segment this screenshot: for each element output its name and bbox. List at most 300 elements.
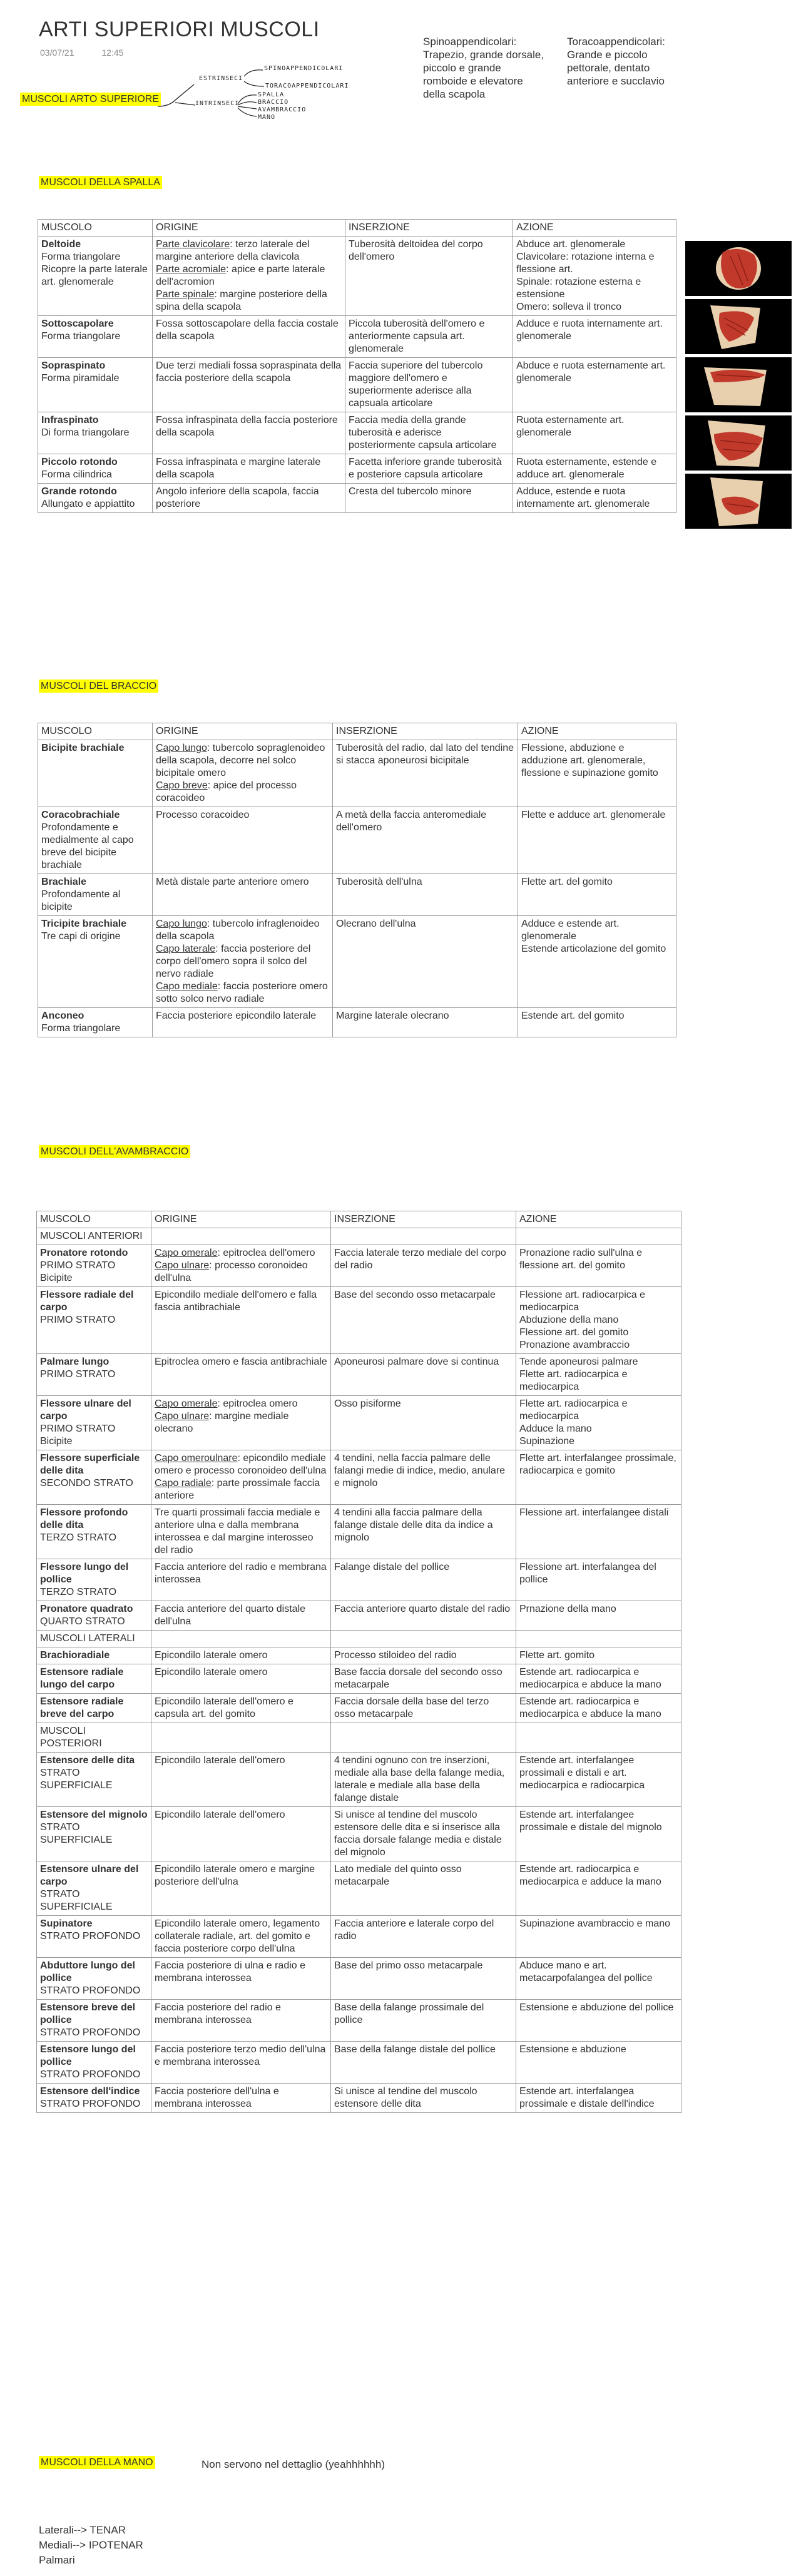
action-text: Estende art. radiocarpica e mediocarpica e abduce la mano	[519, 1667, 661, 1690]
action-cell	[518, 874, 676, 916]
insertion-text: Faccia laterale terzo mediale del corpo del radio	[334, 1248, 506, 1271]
muscle-name: Estensore lungo del pollice	[40, 2044, 136, 2067]
action-cell	[516, 2084, 681, 2113]
action-cell	[516, 1753, 681, 1807]
muscle-desc: Forma triangolare	[41, 252, 121, 262]
action-text: Abduzione della mano	[519, 1315, 619, 1325]
group-empty-cell	[331, 1631, 516, 1647]
action-text: Abduce e ruota esternamente art. glenomerale	[516, 360, 666, 384]
muscle-cell	[37, 1559, 151, 1601]
origin-part-label: Capo omerale	[155, 1398, 218, 1409]
muscle-cell	[38, 807, 153, 874]
muscle-desc: PRIMO STRATO	[40, 1260, 116, 1271]
insertion-text: Facetta inferiore grande tuberosità e posteriore capsula articolare	[349, 457, 502, 480]
insertion-text: Tuberosità del radio, dal lato del tendine si stacca aponeurosi bicipitale	[336, 743, 514, 766]
origin-part-text: : tubercolo sopraglenoideo della scapola, decorre nel solco bicipitale omero	[156, 743, 325, 778]
muscle-cell	[37, 1664, 151, 1694]
action-text: Adduce e ruota internamente art. glenomerale	[516, 318, 663, 342]
insertion-text: Base della falange prossimale del pollice	[334, 2002, 484, 2025]
muscle-name: Abduttore lungo del pollice	[40, 1960, 135, 1983]
insertion-text: Base della falange distale del pollice	[334, 2044, 496, 2055]
insertion-text: Tuberosità dell'ulna	[336, 877, 422, 887]
action-text: Abduce art. glenomerale	[516, 239, 626, 250]
action-text: Omero: solleva il tronco	[516, 302, 622, 312]
muscle-desc: Ricopre la parte laterale art. glenomerale	[41, 264, 148, 287]
muscle-desc: PRIMO STRATO	[40, 1369, 116, 1380]
muscle-desc: TERZO STRATO	[40, 1532, 117, 1543]
muscle-desc: Allungato e appiattito	[41, 499, 135, 509]
muscle-cell	[37, 1396, 151, 1450]
action-cell	[516, 1694, 681, 1723]
action-text: Flette art. del gomito	[521, 877, 613, 887]
insertion-text: Base del secondo osso metacarpale	[334, 1290, 496, 1300]
action-text: Estende articolazione del gomito	[521, 944, 666, 954]
muscle-desc: STRATO SUPERFICIALE	[40, 1768, 113, 1791]
origin-cell	[153, 916, 333, 1008]
table-row	[37, 1958, 681, 2000]
muscle-cell	[37, 1861, 151, 1916]
column-header: MUSCOLO	[38, 723, 153, 740]
insertion-text: Margine laterale olecrano	[336, 1011, 449, 1021]
insertion-cell	[331, 1694, 516, 1723]
insertion-cell	[331, 1647, 516, 1664]
note-spinoappendicolari: Spinoappendicolari: Trapezio, grande dorsale, piccolo e grande romboide e elevatore della scapola	[423, 36, 544, 100]
origin-cell	[151, 1450, 331, 1505]
origin-cell	[151, 1601, 331, 1631]
origin-part-text: : faccia posteriore del corpo dell'omero sopra il solco del nervo radiale	[156, 944, 311, 979]
origin-cell	[151, 2084, 331, 2113]
column-header: AZIONE	[516, 1211, 681, 1228]
origin-text: Epitroclea omero e fascia antibrachiale	[155, 1357, 327, 1367]
insertion-text: Lato mediale del quinto osso metacarpale	[334, 1864, 462, 1887]
action-cell	[516, 1245, 681, 1287]
origin-cell	[151, 1287, 331, 1354]
action-text: Estende art. radiocarpica e mediocarpica e adduce la mano	[519, 1864, 661, 1887]
insertion-cell	[331, 1664, 516, 1694]
origin-cell	[151, 1753, 331, 1807]
origin-text: Faccia posteriore epicondilo laterale	[156, 1011, 317, 1021]
origin-part-label: Capo lungo	[156, 743, 207, 753]
origin-cell	[151, 1505, 331, 1559]
insertion-cell	[345, 358, 513, 412]
insertion-text: Faccia anteriore quarto distale del radio	[334, 1604, 511, 1614]
table-header-row	[37, 1211, 681, 1228]
insertion-text: Tuberosità deltoidea del corpo dell'omero	[349, 239, 483, 262]
page-title: ARTI SUPERIORI MUSCOLI	[39, 18, 320, 41]
action-text: Estende art. del gomito	[521, 1011, 625, 1021]
origin-text: Angolo inferiore della scapola, faccia posteriore	[156, 486, 319, 509]
action-cell	[516, 1505, 681, 1559]
group-empty-cell	[151, 1228, 331, 1245]
mindmap-estrinseci: ESTRINSECI	[199, 75, 243, 82]
top-label-text: MUSCOLI ARTO SUPERIORE	[20, 93, 161, 106]
insertion-text: Olecrano dell'ulna	[336, 919, 416, 929]
action-text: Estende art. interfalangee prossimali e distali e art. mediocarpica e radiocarpica	[519, 1755, 645, 1791]
table-row	[38, 454, 676, 484]
action-text: Flette art. radiocarpica e mediocarpica	[519, 1369, 628, 1392]
action-text: Clavicolare: rotazione interna e flessione art.	[516, 252, 655, 275]
muscle-desc: PRIMO STRATO	[40, 1315, 116, 1325]
muscle-desc: STRATO PROFONDO	[40, 1985, 141, 1996]
origin-text: Faccia posteriore del radio e membrana interossea	[155, 2002, 281, 2025]
column-header: AZIONE	[518, 723, 676, 740]
shoulder-image-5	[685, 474, 792, 529]
shoulder-image-4	[685, 415, 792, 471]
table-row	[37, 2000, 681, 2042]
mano-list-item-1: Mediali--> IPOTENAR	[39, 2539, 143, 2551]
origin-cell	[151, 1245, 331, 1287]
column-header: ORIGINE	[153, 723, 333, 740]
table-row	[38, 412, 676, 454]
insertion-cell	[345, 454, 513, 484]
origin-cell	[151, 1916, 331, 1958]
table-header-row	[38, 220, 676, 237]
page-meta	[40, 48, 148, 58]
muscle-desc: QUARTO STRATO	[40, 1616, 125, 1627]
muscle-cell	[37, 1505, 151, 1559]
origin-text: Faccia anteriore del quarto distale dell'ulna	[155, 1604, 306, 1627]
action-cell	[516, 1958, 681, 2000]
muscle-desc: STRATO SUPERFICIALE	[40, 1822, 113, 1845]
table-braccio	[38, 723, 676, 1037]
origin-part-text: : apice del processo coracoideo	[156, 780, 297, 803]
muscle-cell	[37, 1958, 151, 2000]
page-time: 12:45	[101, 48, 124, 58]
action-cell	[513, 237, 676, 316]
action-text: Adduce, estende e ruota internamente art. glenomerale	[516, 486, 650, 509]
muscle-desc: Bicipite	[40, 1436, 73, 1447]
muscle-name: Brachiale	[41, 877, 87, 887]
table-row	[38, 358, 676, 412]
origin-cell	[153, 412, 345, 454]
column-header: ORIGINE	[151, 1211, 331, 1228]
table-row	[37, 1287, 681, 1354]
column-header: ORIGINE	[153, 220, 345, 237]
muscle-name: Bicipite brachiale	[41, 743, 125, 753]
note-toracoappendicolari: Toracoappendicolari: Grande e piccolo pettorale, dentato anteriore e succlavio	[567, 36, 665, 87]
action-cell	[513, 412, 676, 454]
column-header: INSERZIONE	[333, 723, 518, 740]
muscle-name: Flessore ulnare del carpo	[40, 1398, 131, 1422]
table-row	[37, 1354, 681, 1396]
origin-text: Epicondilo laterale omero	[155, 1667, 268, 1677]
muscle-cell	[38, 316, 153, 358]
muscle-name: Estensore delle dita	[40, 1755, 135, 1766]
insertion-cell	[331, 1354, 516, 1396]
action-text: Flessione art. interfalangee distali	[519, 1507, 669, 1518]
origin-text: Faccia posteriore di ulna e radio e membrana interossea	[155, 1960, 306, 1983]
origin-part-label: Capo ulnare	[155, 1411, 210, 1422]
insertion-cell	[331, 1753, 516, 1807]
insertion-cell	[345, 484, 513, 513]
column-header: MUSCOLO	[37, 1211, 151, 1228]
table-row	[38, 740, 676, 807]
muscle-name: Coracobrachiale	[41, 810, 120, 820]
action-cell	[516, 1664, 681, 1694]
origin-part-text: : tubercolo infraglenoideo della scapola	[156, 919, 320, 942]
muscle-name: Sottoscapolare	[41, 318, 114, 329]
muscle-desc: STRATO PROFONDO	[40, 2069, 141, 2080]
muscle-desc: Tre capi di origine	[41, 931, 121, 942]
origin-cell	[153, 316, 345, 358]
origin-text: Fossa infraspinata e margine laterale della scapola	[156, 457, 321, 480]
origin-part-label: Capo lungo	[156, 919, 207, 929]
mindmap-spalla: SPALLA	[258, 91, 285, 98]
muscle-cell	[37, 1807, 151, 1861]
shoulder-image-2	[685, 299, 792, 354]
origin-cell	[151, 1647, 331, 1664]
origin-text: Metà distale parte anteriore omero	[156, 877, 309, 887]
group-label: MUSCOLI ANTERIORI	[37, 1228, 151, 1245]
origin-text: Epicondilo laterale omero e margine posteriore dell'ulna	[155, 1864, 315, 1887]
section-title-braccio: MUSCOLI DEL BRACCIO	[39, 681, 158, 692]
action-text: Pronazione avambraccio	[519, 1340, 630, 1350]
muscle-desc: Bicipite	[40, 1273, 73, 1283]
action-cell	[516, 2042, 681, 2084]
muscle-cell	[37, 1753, 151, 1807]
origin-text: Faccia anteriore del radio e membrana interossea	[155, 1562, 327, 1585]
muscle-name: Flessore superficiale delle dita	[40, 1453, 140, 1476]
muscle-cell	[38, 916, 153, 1008]
insertion-cell	[331, 1505, 516, 1559]
mano-list-item-0: Laterali--> TENAR	[39, 2524, 126, 2536]
table-row	[38, 484, 676, 513]
origin-text: Faccia posteriore terzo medio dell'ulna e membrana interossea	[155, 2044, 326, 2067]
insertion-cell	[331, 1559, 516, 1601]
muscle-cell	[38, 358, 153, 412]
muscle-cell	[38, 740, 153, 807]
origin-part-label: Capo omeroulnare	[155, 1453, 238, 1464]
origin-part-label: Parte acromiale	[156, 264, 227, 275]
action-text: Pronazione radio sull'ulna e flessione art. del gomito	[519, 1248, 643, 1271]
origin-part-label: Parte clavicolare	[156, 239, 230, 250]
mindmap-spinoappendicolari: SPINOAPPENDICOLARI	[264, 65, 344, 72]
page-date: 03/07/21	[40, 48, 74, 58]
table-row	[38, 916, 676, 1008]
muscle-desc: TERZO STRATO	[40, 1587, 117, 1597]
origin-cell	[153, 484, 345, 513]
muscle-name: Estensore dell'indice	[40, 2086, 140, 2097]
insertion-cell	[331, 1287, 516, 1354]
insertion-text: A metà della faccia anteromediale dell'omero	[336, 810, 487, 833]
muscle-name: Estensore breve del pollice	[40, 2002, 136, 2025]
insertion-cell	[331, 1396, 516, 1450]
insertion-cell	[331, 1916, 516, 1958]
origin-cell	[151, 1861, 331, 1916]
muscle-cell	[37, 1916, 151, 1958]
action-cell	[513, 316, 676, 358]
table-row	[37, 1505, 681, 1559]
action-text: Adduce la mano	[519, 1423, 592, 1434]
table-row	[38, 807, 676, 874]
insertion-cell	[331, 1861, 516, 1916]
origin-text: Tre quarti prossimali faccia mediale e anteriore ulna e dalla membrana interossea e dal margine interosseo del radio	[155, 1507, 320, 1555]
muscle-desc: Profondamente e medialmente al capo breve del bicipite brachiale	[41, 822, 134, 870]
origin-part-text: : apice e parte laterale dell'acromion	[156, 264, 325, 287]
column-header: MUSCOLO	[38, 220, 153, 237]
origin-part-text: : margine posteriore della spina della scapola	[156, 289, 327, 312]
table-row	[37, 2084, 681, 2113]
action-text: Estende art. interfalangea prossimale e distale dell'indice	[519, 2086, 655, 2109]
muscle-name: Pronatore quadrato	[40, 1604, 133, 1614]
muscle-name: Piccolo rotondo	[41, 457, 118, 467]
action-text: Flette e adduce art. glenomerale	[521, 810, 666, 820]
insertion-cell	[333, 740, 518, 807]
origin-cell	[151, 1396, 331, 1450]
muscle-cell	[37, 2042, 151, 2084]
shoulder-image-1	[685, 241, 792, 296]
action-cell	[513, 454, 676, 484]
muscle-name: Tricipite brachiale	[41, 919, 127, 929]
action-cell	[516, 1916, 681, 1958]
origin-cell	[151, 1958, 331, 2000]
origin-cell	[153, 358, 345, 412]
action-text: Estende art. interfalangee prossimale e distale del mignolo	[519, 1810, 662, 1833]
muscle-name: Estensore del mignolo	[40, 1810, 148, 1820]
action-text: Adduce e estende art. glenomerale	[521, 919, 620, 942]
table-row	[38, 237, 676, 316]
origin-cell	[153, 454, 345, 484]
action-text: Flette art. interfalangee prossimale, radiocarpica e gomito	[519, 1453, 676, 1476]
muscle-cell	[37, 1354, 151, 1396]
table-row	[37, 1861, 681, 1916]
origin-cell	[151, 2000, 331, 2042]
mindmap-mano: MANO	[258, 114, 276, 121]
action-text: Prnazione della mano	[519, 1604, 616, 1614]
origin-cell	[151, 1694, 331, 1723]
group-empty-cell	[331, 1723, 516, 1753]
action-text: Estensione e abduzione del pollice	[519, 2002, 674, 2013]
table-spalla	[38, 219, 676, 513]
insertion-cell	[345, 412, 513, 454]
muscle-cell	[38, 484, 153, 513]
action-cell	[518, 740, 676, 807]
muscle-desc: SECONDO STRATO	[40, 1478, 133, 1489]
table-row	[37, 1396, 681, 1450]
action-text: Supinazione avambraccio e mano	[519, 1918, 671, 1929]
muscle-cell	[37, 1601, 151, 1631]
action-cell	[516, 1450, 681, 1505]
origin-text: Due terzi mediali fossa sopraspinata della faccia posteriore della scapola	[156, 360, 342, 384]
muscle-cell	[37, 1647, 151, 1664]
origin-text: Epicondilo mediale dell'omero e falla fascia antibrachiale	[155, 1290, 317, 1313]
action-text: Flessione art. del gomito	[519, 1327, 629, 1338]
origin-part-label: Capo breve	[156, 780, 208, 791]
muscle-cell	[37, 1245, 151, 1287]
table-row	[37, 1647, 681, 1664]
muscle-name: Palmare lungo	[40, 1357, 110, 1367]
muscle-name: Sopraspinato	[41, 360, 106, 371]
muscle-desc: STRATO SUPERFICIALE	[40, 1889, 113, 1912]
muscle-name: Flessore lungo del pollice	[40, 1562, 129, 1585]
origin-cell	[153, 874, 333, 916]
origin-part-text: : epitroclea omero	[217, 1398, 298, 1409]
action-text: Flette art. gomito	[519, 1650, 595, 1661]
insertion-text: Faccia dorsale della base del terzo osso metacarpale	[334, 1696, 489, 1719]
insertion-cell	[331, 2000, 516, 2042]
table-row	[38, 1008, 676, 1037]
origin-part-text: : epitroclea dell'omero	[217, 1248, 315, 1258]
action-cell	[516, 1396, 681, 1450]
insertion-cell	[345, 316, 513, 358]
table-avambraccio	[36, 1211, 681, 2113]
action-text: Supinazione	[519, 1436, 575, 1447]
muscle-desc: Di forma triangolare	[41, 427, 130, 438]
action-text: Abduce mano e art. metacarpofalangea del pollice	[519, 1960, 653, 1983]
table-row	[37, 1450, 681, 1505]
origin-text: Epicondilo laterale omero	[155, 1650, 268, 1661]
section-title-avambraccio: MUSCOLI DELL'AVAMBRACCIO	[39, 1146, 190, 1158]
origin-cell	[153, 807, 333, 874]
origin-part-text: : faccia posteriore omero sotto solco nervo radiale	[156, 981, 328, 1004]
table-row	[37, 1245, 681, 1287]
mindmap-avambraccio: AVAMBRACCIO	[258, 106, 307, 113]
muscle-cell	[38, 412, 153, 454]
action-cell	[516, 1807, 681, 1861]
group-empty-cell	[516, 1228, 681, 1245]
insertion-cell	[331, 2084, 516, 2113]
muscle-cell	[37, 1287, 151, 1354]
action-cell	[513, 484, 676, 513]
muscle-name: Grande rotondo	[41, 486, 117, 497]
insertion-cell	[331, 1601, 516, 1631]
origin-part-text: : terzo laterale del margine anteriore della clavicola	[156, 239, 310, 262]
origin-part-label: Capo ulnare	[155, 1260, 210, 1271]
group-row	[37, 1723, 681, 1753]
action-cell	[516, 1559, 681, 1601]
insertion-text: 4 tendini, nella faccia palmare delle falangi medie di indice, medio, anulare e mignolo	[334, 1453, 506, 1489]
action-text: Estensione e abduzione	[519, 2044, 626, 2055]
insertion-cell	[333, 807, 518, 874]
origin-part-label: Parte spinale	[156, 289, 215, 300]
muscle-desc: Forma piramidale	[41, 373, 120, 384]
column-header: INSERZIONE	[345, 220, 513, 237]
origin-part-label: Capo laterale	[156, 944, 216, 954]
table-row	[37, 1916, 681, 1958]
action-cell	[518, 916, 676, 1008]
group-row	[37, 1631, 681, 1647]
insertion-text: Faccia media della grande tuberosità e aderisce posteriormente capsula articolare	[349, 415, 497, 451]
origin-part-label: Capo omerale	[155, 1248, 218, 1258]
action-text: Ruota esternamente art. glenomerale	[516, 415, 625, 438]
action-cell	[516, 1601, 681, 1631]
muscle-cell	[37, 2084, 151, 2113]
origin-text: Processo coracoideo	[156, 810, 250, 820]
muscle-name: Anconeo	[41, 1011, 84, 1021]
insertion-text: Osso pisiforme	[334, 1398, 401, 1409]
origin-part-text: : processo coronoideo dell'ulna	[155, 1260, 308, 1283]
column-header: INSERZIONE	[331, 1211, 516, 1228]
insertion-cell	[331, 1958, 516, 2000]
insertion-text: Piccola tuberosità dell'omero e anteriormente capsula art. glenomerale	[349, 318, 485, 354]
insertion-text: Processo stiloideo del radio	[334, 1650, 457, 1661]
insertion-cell	[333, 874, 518, 916]
origin-cell	[151, 2042, 331, 2084]
origin-part-text: : epicondilo mediale omero e processo coronoideo dell'ulna	[155, 1453, 327, 1476]
origin-cell	[153, 740, 333, 807]
muscle-desc: Forma triangolare	[41, 1023, 121, 1034]
insertion-cell	[333, 1008, 518, 1037]
action-cell	[516, 1647, 681, 1664]
origin-text: Epicondilo laterale omero, legamento collaterale radiale, art. del gomito e faccia posteriore corpo dell'ulna	[155, 1918, 320, 1954]
origin-text: Epicondilo laterale dell'omero	[155, 1810, 285, 1820]
muscle-cell	[38, 1008, 153, 1037]
muscle-cell	[37, 1694, 151, 1723]
action-cell	[516, 2000, 681, 2042]
group-empty-cell	[331, 1228, 516, 1245]
group-empty-cell	[151, 1723, 331, 1753]
table-row	[37, 1807, 681, 1861]
